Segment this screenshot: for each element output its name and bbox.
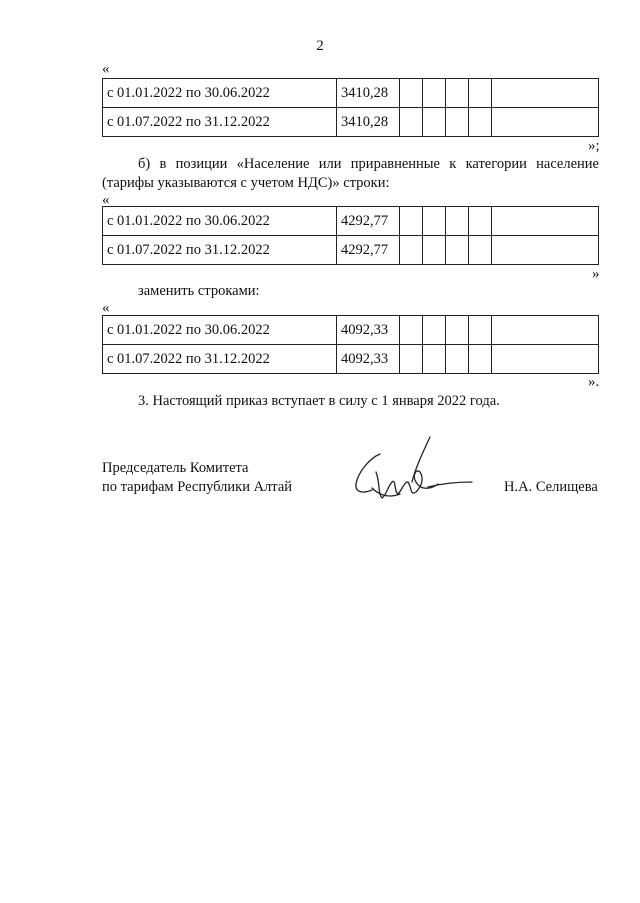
table-row <box>103 207 599 236</box>
tariff-table-3 <box>102 315 599 374</box>
table-row <box>103 316 599 345</box>
period-cell: с 01.01.2022 по 30.06.2022 <box>103 316 337 345</box>
table-row <box>103 79 599 108</box>
period-cell: с 01.07.2022 по 31.12.2022 <box>103 345 337 374</box>
empty-cell <box>423 207 446 236</box>
signatory-name: Н.А. Селищева <box>504 479 598 495</box>
empty-cell <box>469 207 492 236</box>
empty-cell <box>400 236 423 265</box>
tariff-table-1 <box>102 78 599 137</box>
close-quote: » <box>592 266 600 282</box>
period-cell: с 01.01.2022 по 30.06.2022 <box>103 79 337 108</box>
empty-cell <box>423 316 446 345</box>
empty-cell <box>423 79 446 108</box>
period-cell: с 01.07.2022 по 31.12.2022 <box>103 108 337 137</box>
empty-cell <box>469 345 492 374</box>
tariff-table-2 <box>102 206 599 265</box>
empty-cell <box>446 345 469 374</box>
empty-cell <box>469 108 492 137</box>
empty-cell <box>469 316 492 345</box>
empty-cell <box>469 236 492 265</box>
table-row <box>103 108 599 137</box>
empty-cell <box>492 345 599 374</box>
close-quote: ». <box>588 374 600 390</box>
value-cell: 3410,28 <box>337 108 400 137</box>
empty-cell <box>492 236 599 265</box>
empty-cell <box>400 207 423 236</box>
empty-cell <box>446 236 469 265</box>
signatory-title-line1: Председатель Комитета <box>102 460 249 476</box>
open-quote: « <box>102 61 110 77</box>
empty-cell <box>423 108 446 137</box>
table-row <box>103 236 599 265</box>
value-cell: 3410,28 <box>337 79 400 108</box>
empty-cell <box>446 79 469 108</box>
empty-cell <box>400 79 423 108</box>
open-quote: « <box>102 300 110 316</box>
empty-cell <box>492 108 599 137</box>
empty-cell <box>400 316 423 345</box>
page-number: 2 <box>316 38 324 54</box>
value-cell: 4292,77 <box>337 207 400 236</box>
value-cell: 4092,33 <box>337 345 400 374</box>
paragraph-3: 3. Настоящий приказ вступает в силу с 1 января 2022 года. <box>138 393 500 409</box>
period-cell: с 01.07.2022 по 31.12.2022 <box>103 236 337 265</box>
replace-text: заменить строками: <box>138 283 260 299</box>
empty-cell <box>492 79 599 108</box>
empty-cell <box>400 345 423 374</box>
paragraph-b-line1: б) в позиции «Население или приравненные к категории население <box>138 156 599 172</box>
empty-cell <box>446 108 469 137</box>
empty-cell <box>469 79 492 108</box>
signatory-title-line2: по тарифам Республики Алтай <box>102 479 293 495</box>
empty-cell <box>400 108 423 137</box>
empty-cell <box>446 207 469 236</box>
period-cell: с 01.01.2022 по 30.06.2022 <box>103 207 337 236</box>
close-quote: »; <box>588 138 600 154</box>
empty-cell <box>423 345 446 374</box>
table-row <box>103 345 599 374</box>
empty-cell <box>446 316 469 345</box>
value-cell: 4092,33 <box>337 316 400 345</box>
paragraph-b-line2: (тарифы указываются с учетом НДС)» строки: <box>102 175 390 191</box>
empty-cell <box>492 316 599 345</box>
empty-cell <box>492 207 599 236</box>
empty-cell <box>423 236 446 265</box>
handwritten-signature <box>350 432 480 512</box>
open-quote: « <box>102 192 110 208</box>
value-cell: 4292,77 <box>337 236 400 265</box>
